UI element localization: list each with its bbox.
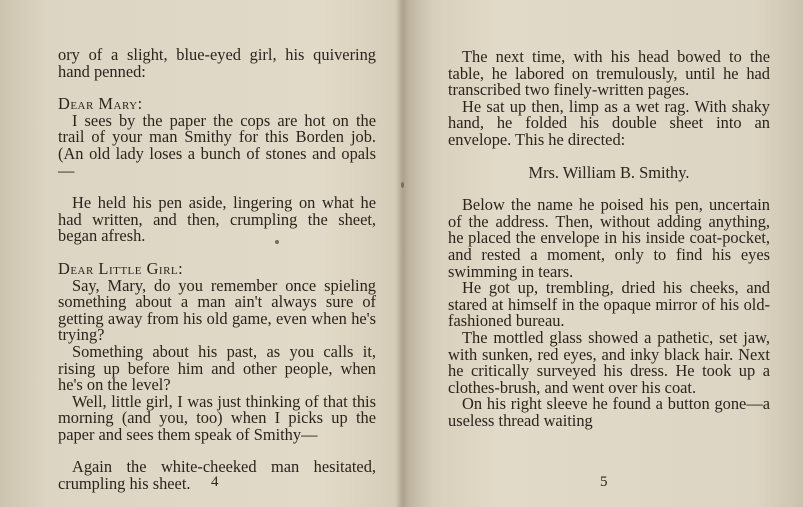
paragraph: He sat up then, limp as a wet rag. With shaky hand, he folded his double sheet into an envelope. This he directed: (448, 96, 770, 149)
paragraph: Say, Mary, do you remember once spieling something about a man ain't always sure of getting away from his old game, even when he's trying? (58, 275, 376, 345)
paragraph: He held his pen aside, lingering on what he had written, and then, crumpling the sheet, began afresh. (58, 193, 376, 246)
salutation: Dear Little Girl: (58, 258, 184, 278)
paragraph: The mottled glass showed a pathetic, set jaw, with sunken, red eyes, and inky black hair. Next he critically surveyed his dress. He took up a clothes-brush, and went over his coat. (448, 327, 770, 397)
paragraph: The next time, with his head bowed to the table, he labored on tremulously, until he had transcribed two finely-written pages. (448, 47, 770, 100)
paragraph: On his right sleeve he found a button gone—a useless thread waiting (448, 394, 770, 430)
paragraph: Below the name he poised his pen, uncertain of the address. Then, without adding anything, he placed the envelope in his inside coat-pocket, and rested a moment, only to find his eyes swimming in tears. (448, 195, 770, 281)
envelope-address: Mrs. William B. Smithy. (528, 162, 690, 182)
paper-speck (275, 240, 279, 244)
paragraph: I sees by the paper the cops are hot on the trail of your man Smithy for this Borden job. (An old lady loses a bunch of stones and opals— (58, 110, 376, 180)
left-page-text (58, 47, 376, 493)
right-page (404, 0, 803, 507)
left-page (0, 0, 400, 507)
paragraph: Something about his past, as you calls it, rising up before him and other people, when he's on the level? (58, 341, 376, 395)
paragraph: Well, little girl, I was just thinking of that this morning (and you, too) when I picks up the paper and sees them speak of Smithy— (58, 391, 376, 444)
paragraph: Again the white-cheeked man hesitated, crumpling his sheet. (58, 457, 376, 494)
paragraph: ory of a slight, blue-eyed girl, his quivering hand penned: (58, 45, 376, 81)
page-number: 4 (211, 474, 219, 490)
page-number: 5 (600, 474, 608, 490)
salutation: Dear Mary: (58, 94, 143, 114)
right-page-text (448, 49, 770, 429)
paragraph: He got up, trembling, dried his cheeks, and stared at himself in the opaque mirror of his old-fashioned bureau. (448, 278, 770, 331)
